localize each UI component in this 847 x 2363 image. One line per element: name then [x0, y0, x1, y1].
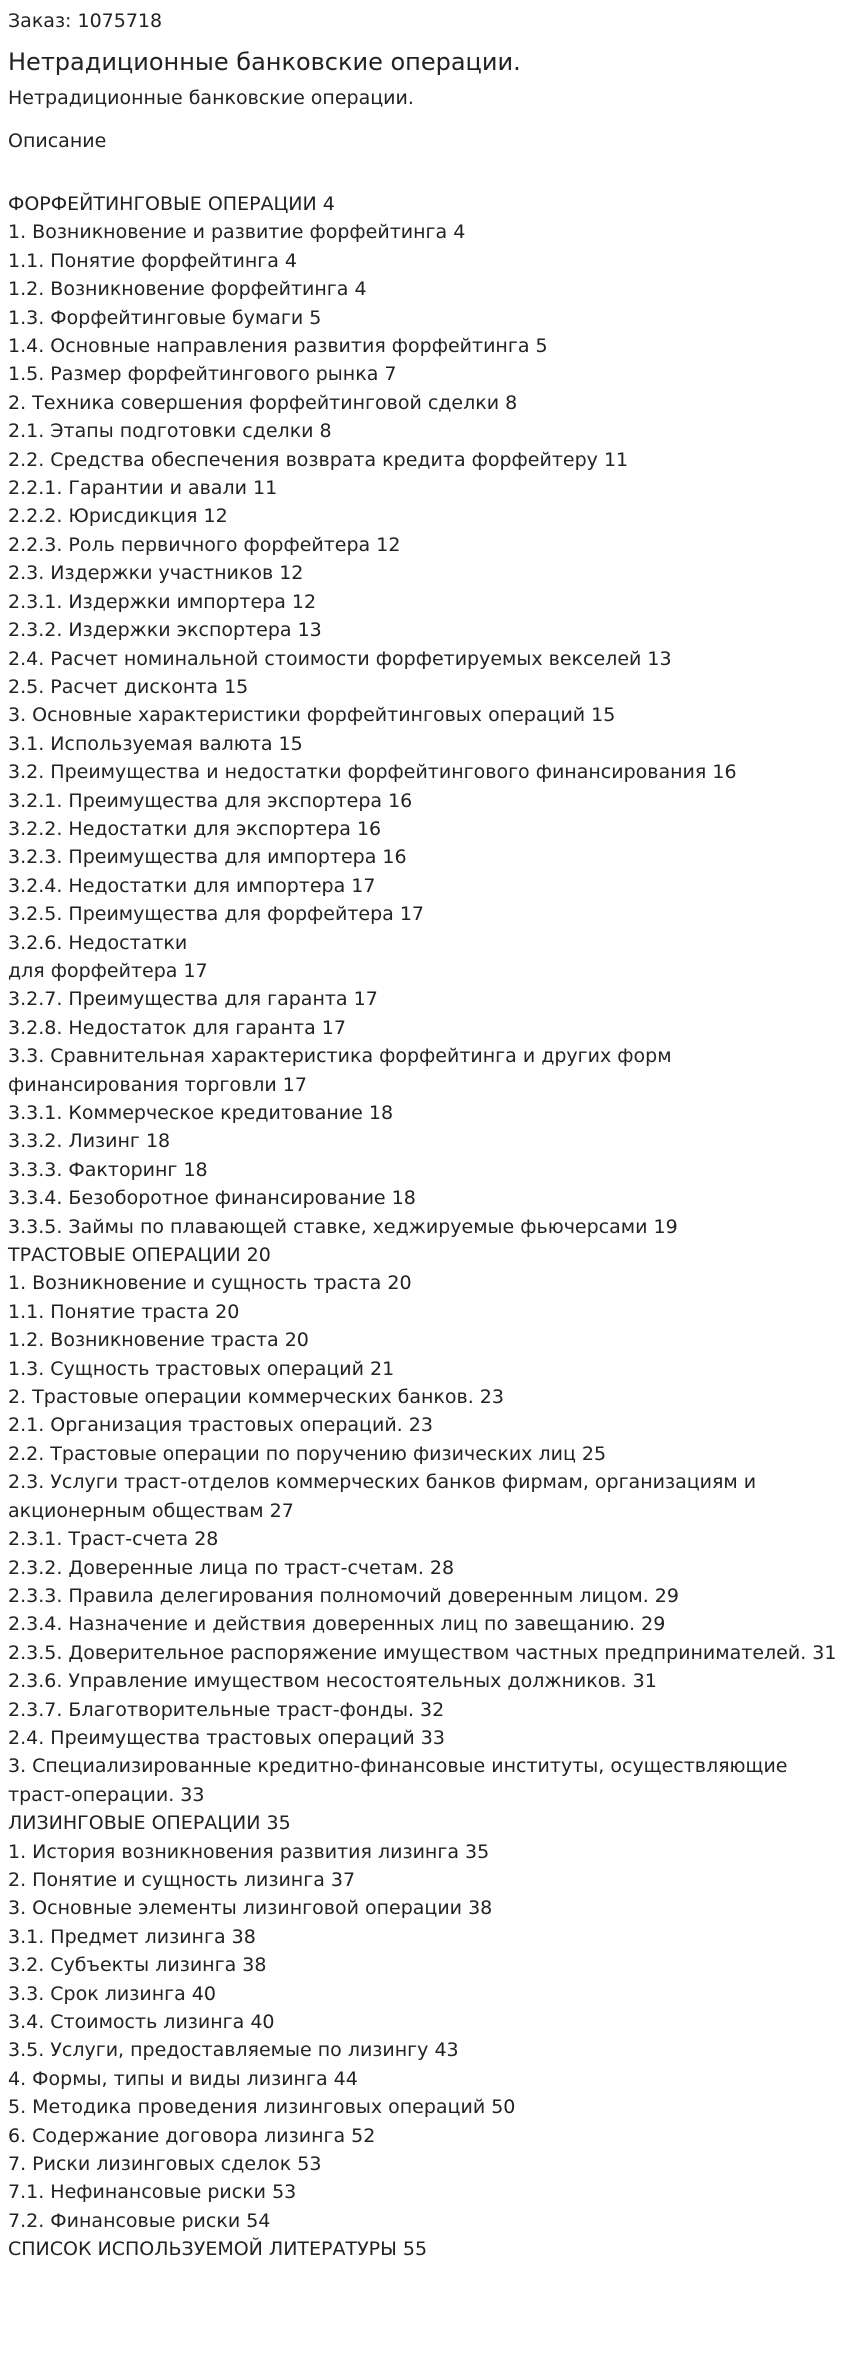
toc-line: 3.1. Предмет лизинга 38 — [8, 1925, 256, 1948]
toc-line: ТРАСТОВЫЕ ОПЕРАЦИИ 20 — [8, 1244, 271, 1267]
toc-line: для форфейтера 17 — [8, 959, 208, 982]
toc-line: 2.3.5. Доверительное распоряжение имуществом частных предпринимателей. 31 — [8, 1641, 837, 1664]
table-of-contents — [8, 190, 839, 2264]
toc-line: 2.1. Организация трастовых операций. 23 — [8, 1414, 433, 1437]
toc-line: 3.2.7. Преимущества для гаранта 17 — [8, 988, 378, 1011]
toc-line: 1.1. Понятие траста 20 — [8, 1300, 240, 1323]
toc-line: 4. Формы, типы и виды лизинга 44 — [8, 2067, 358, 2090]
toc-line: 1.3. Сущность трастовых операций 21 — [8, 1357, 395, 1380]
toc-line: 3.5. Услуги, предоставляемые по лизингу 43 — [8, 2039, 459, 2062]
toc-line: 1.1. Понятие форфейтинга 4 — [8, 249, 298, 272]
toc-line: 3.2.5. Преимущества для форфейтера 17 — [8, 903, 425, 926]
toc-line: СПИСОК ИСПОЛЬЗУЕМОЙ ЛИТЕРАТУРЫ 55 — [8, 2238, 428, 2261]
toc-line: 2.3.7. Благотворительные траст-фонды. 32 — [8, 1698, 445, 1721]
toc-line: 1. Возникновение и сущность траста 20 — [8, 1272, 412, 1295]
toc-line: 7. Риски лизинговых сделок 53 — [8, 2153, 322, 2176]
toc-line: 2.3.2. Издержки экспортера 13 — [8, 619, 322, 642]
toc-line: 2.4. Расчет номинальной стоимости форфетируемых векселей 13 — [8, 647, 672, 670]
toc-line: 2.5. Расчет дисконта 15 — [8, 675, 249, 698]
toc-line: 7.1. Нефинансовые риски 53 — [8, 2181, 297, 2204]
toc-line: 3.4. Стоимость лизинга 40 — [8, 2011, 275, 2033]
toc-line: 1. Возникновение и развитие форфейтинга 4 — [8, 221, 466, 244]
toc-line: 2.2.1. Гарантии и авали 11 — [8, 477, 278, 500]
toc-line: 1.2. Возникновение форфейтинга 4 — [8, 278, 367, 301]
toc-line: 3.1. Используемая валюта 15 — [8, 732, 303, 755]
toc-line: 2. Трастовые операции коммерческих банков. 23 — [8, 1386, 504, 1409]
toc-line: 3.2.3. Преимущества для импортера 16 — [8, 846, 407, 869]
toc-line: акционерным обществам 27 — [8, 1499, 294, 1522]
toc-line: 3.2.4. Недостатки для импортера 17 — [8, 874, 376, 897]
toc-line: 3.3.5. Займы по плавающей ставке, хеджируемые фьючерсами 19 — [8, 1215, 678, 1238]
toc-line: 5. Методика проведения лизинговых операций 50 — [8, 2096, 516, 2119]
description-heading: Описание — [8, 130, 107, 152]
toc-line: 3.3.2. Лизинг 18 — [8, 1130, 171, 1153]
toc-line: 3.3.4. Безоборотное финансирование 18 — [8, 1187, 416, 1210]
toc-line: 3.2.2. Недостатки для экспортера 16 — [8, 817, 382, 840]
toc-line: 3.2.8. Недостаток для гаранта 17 — [8, 1016, 346, 1039]
toc-line: 1.2. Возникновение траста 20 — [8, 1329, 309, 1352]
toc-line: 2. Техника совершения форфейтинговой сделки 8 — [8, 391, 518, 414]
toc-line: 3.3. Сравнительная характеристика форфейтинга и других форм — [8, 1045, 672, 1068]
toc-line: 2.3.6. Управление имуществом несостоятельных должников. 31 — [8, 1670, 657, 1693]
toc-line: 1.5. Размер форфейтингового рынка 7 — [8, 363, 397, 386]
toc-line: 3.2. Преимущества и недостатки форфейтингового финансирования 16 — [8, 761, 737, 784]
toc-line: 3.3. Срок лизинга 40 — [8, 1982, 216, 2005]
toc-line: 1.3. Форфейтинговые бумаги 5 — [8, 306, 322, 329]
toc-line: траст-операции. 33 — [8, 1783, 205, 1806]
toc-line: 2.3.4. Назначение и действия доверенных лиц по завещанию. 29 — [8, 1613, 666, 1636]
toc-line: ФОРФЕЙТИНГОВЫЕ ОПЕРАЦИИ 4 — [8, 193, 335, 215]
toc-line: 1. История возникновения развития лизинга 35 — [8, 1840, 490, 1863]
toc-line: 2.3.2. Доверенные лица по траст-счетам. 28 — [8, 1556, 455, 1579]
toc-line: 2.1. Этапы подготовки сделки 8 — [8, 420, 332, 443]
toc-line: ЛИЗИНГОВЫЕ ОПЕРАЦИИ 35 — [8, 1812, 291, 1835]
toc-line: 2.3.1. Издержки импортера 12 — [8, 590, 317, 613]
toc-line: 1.4. Основные направления развития форфейтинга 5 — [8, 335, 548, 358]
toc-line: 7.2. Финансовые риски 54 — [8, 2209, 271, 2232]
toc-line: 2.2. Средства обеспечения возврата кредита форфейтеру 11 — [8, 448, 629, 471]
page-title: Нетрадиционные банковские операции. — [8, 48, 521, 76]
page-subtitle: Нетрадиционные банковские операции. — [8, 87, 414, 109]
toc-line: 2.2.2. Юрисдикция 12 — [8, 505, 228, 528]
toc-line: 3. Основные характеристики форфейтинговых операций 15 — [8, 704, 616, 727]
toc-line: 2.2. Трастовые операции по поручению физических лиц 25 — [8, 1442, 607, 1465]
toc-line: 3.2.6. Недостатки — [8, 931, 188, 954]
toc-line: 2.4. Преимущества трастовых операций 33 — [8, 1726, 445, 1749]
order-number: Заказ: 1075718 — [8, 10, 163, 32]
toc-line: финансирования торговли 17 — [8, 1073, 307, 1096]
toc-line: 6. Содержание договора лизинга 52 — [8, 2124, 376, 2147]
toc-line: 3.2.1. Преимущества для экспортера 16 — [8, 789, 413, 812]
toc-line: 3. Основные элементы лизинговой операции 38 — [8, 1897, 493, 1920]
toc-line: 3.2. Субъекты лизинга 38 — [8, 1954, 267, 1977]
toc-line: 2.2.3. Роль первичного форфейтера 12 — [8, 533, 401, 556]
toc-line: 3.3.1. Коммерческое кредитование 18 — [8, 1102, 394, 1124]
toc-line: 2.3.3. Правила делегирования полномочий доверенным лицом. 29 — [8, 1584, 679, 1607]
toc-line: 3. Специализированные кредитно-финансовые институты, осуществляющие — [8, 1755, 788, 1778]
toc-line: 3.3.3. Факторинг 18 — [8, 1158, 208, 1181]
toc-line: 2.3.1. Траст-счета 28 — [8, 1528, 219, 1551]
toc-line: 2.3. Издержки участников 12 — [8, 562, 304, 585]
toc-line: 2.3. Услуги траст-отделов коммерческих банков фирмам, организациям и — [8, 1471, 757, 1494]
toc-line: 2. Понятие и сущность лизинга 37 — [8, 1868, 356, 1891]
